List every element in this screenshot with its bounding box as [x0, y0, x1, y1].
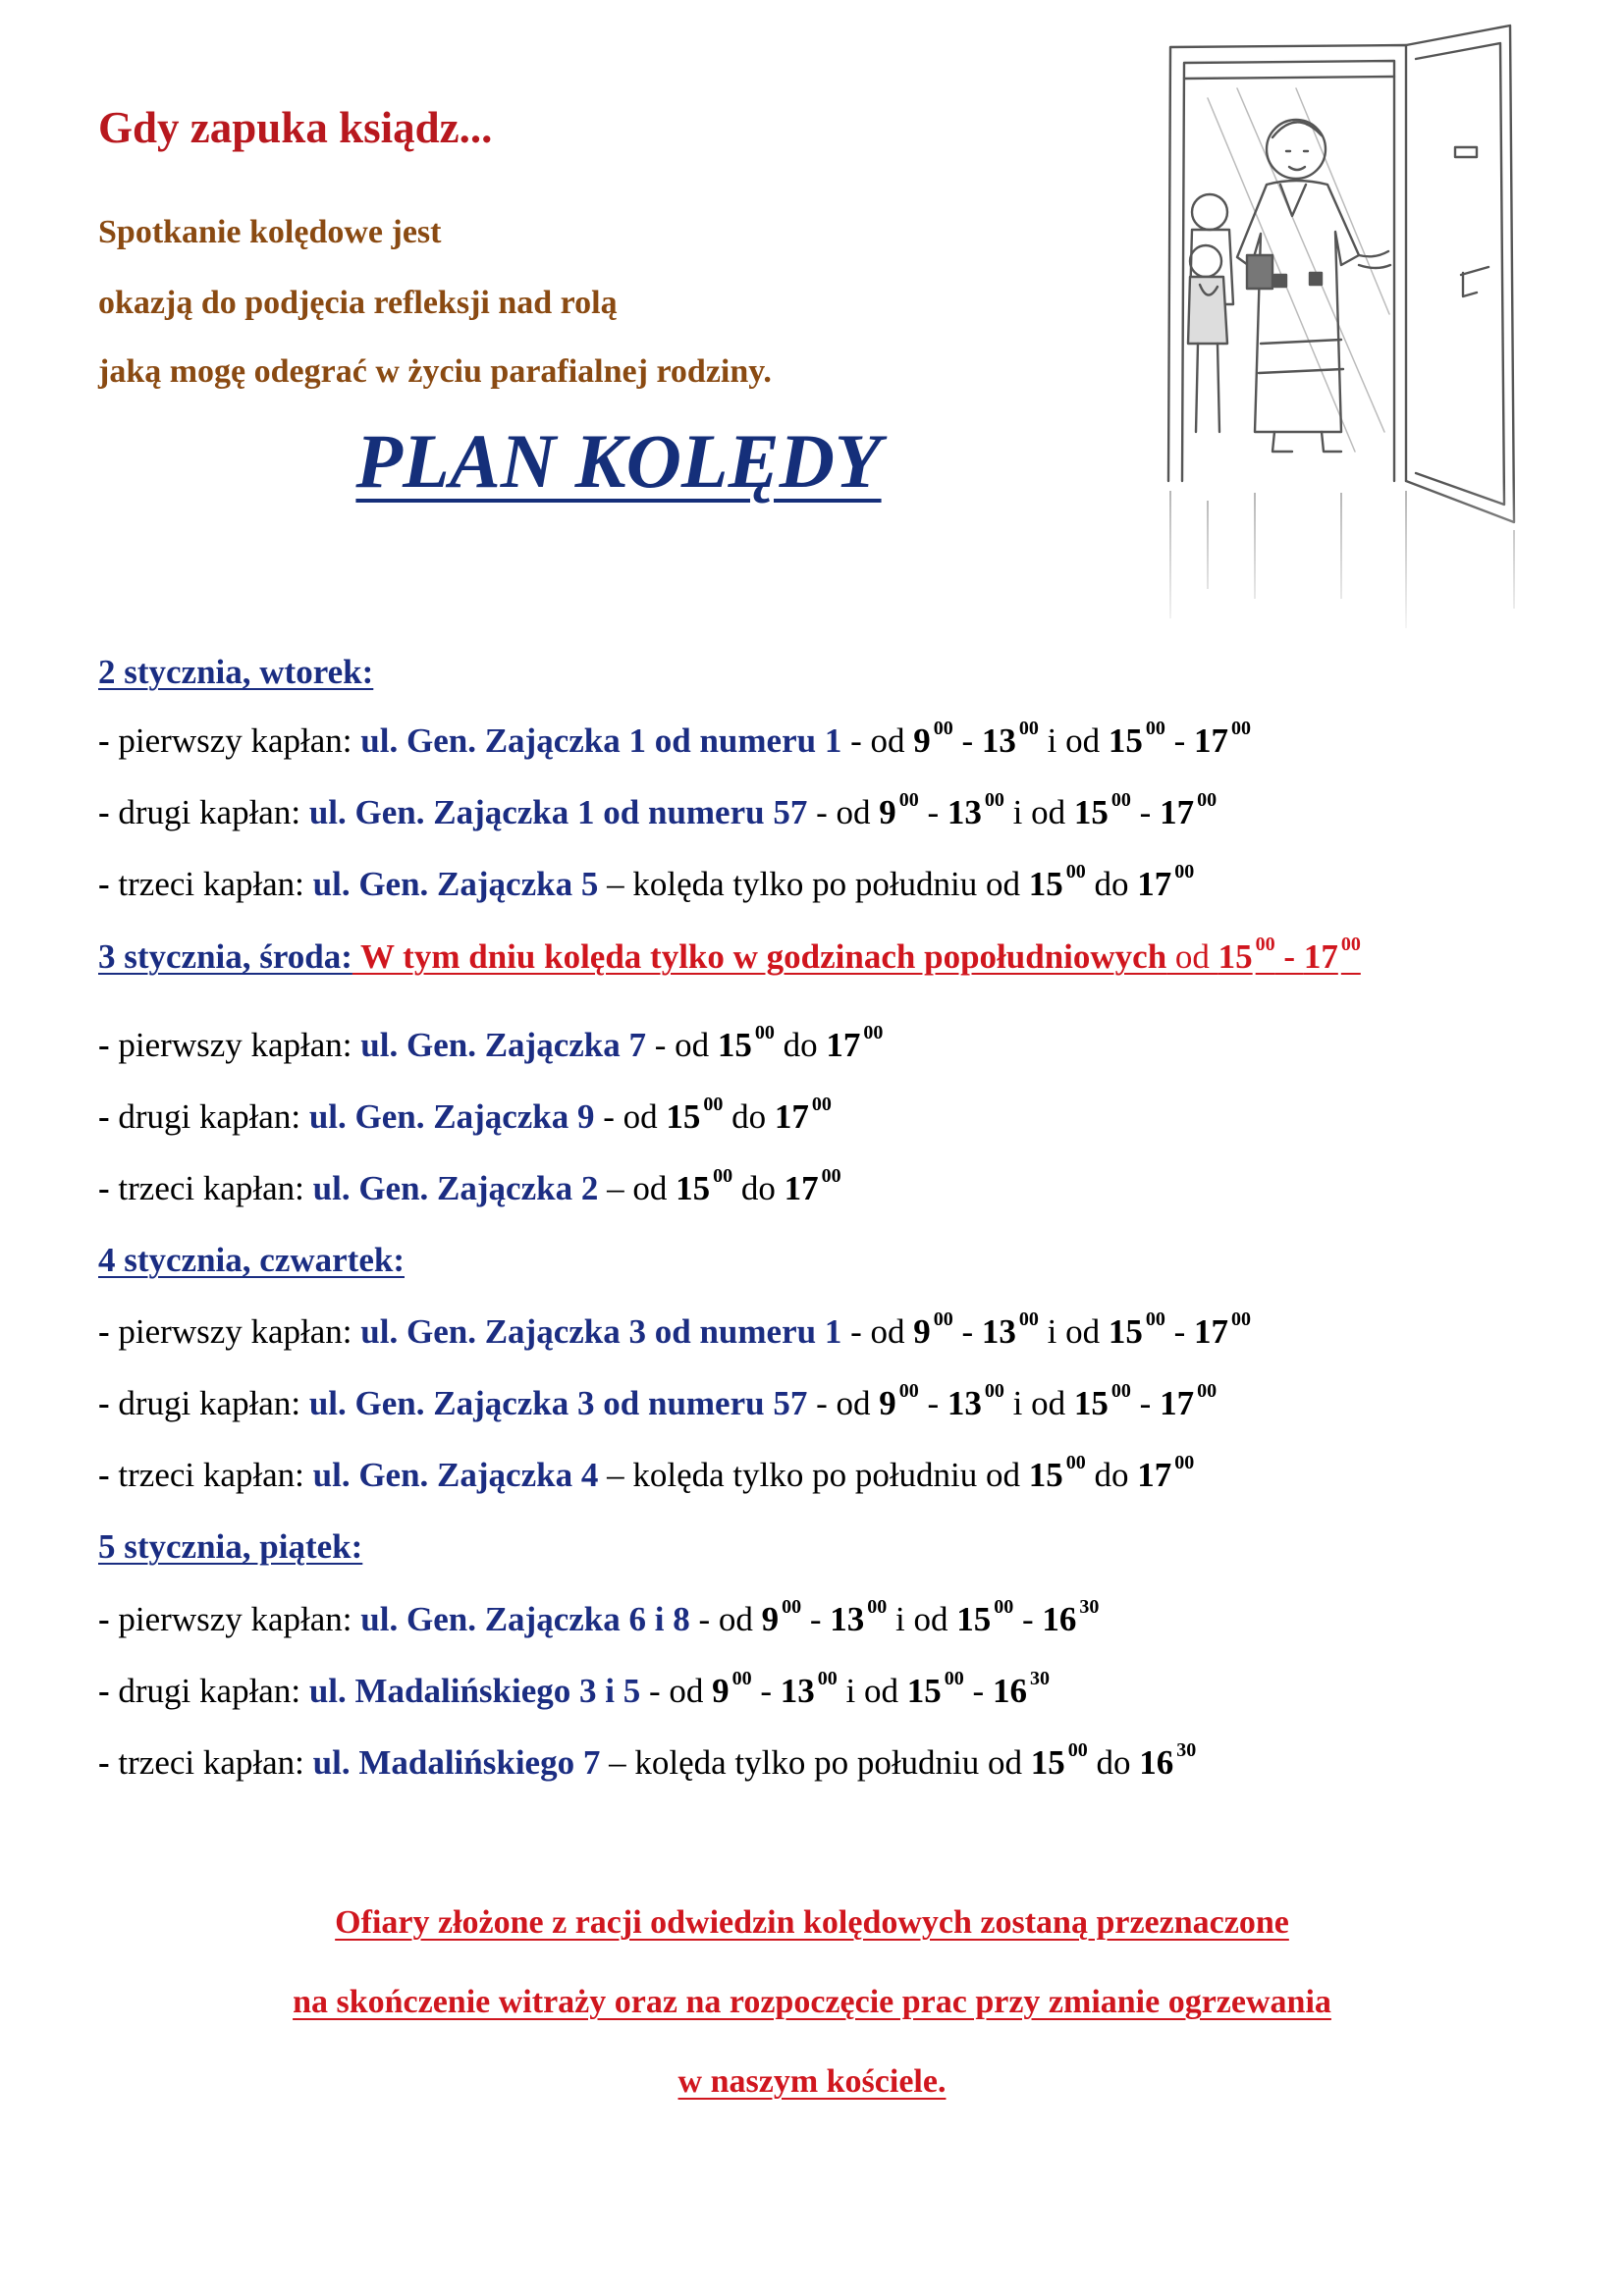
address: ul. Gen. Zajączka 2	[312, 1169, 599, 1207]
address: ul. Gen. Zajączka 5	[312, 865, 599, 903]
schedule-row: - drugi kapłan: ul. Madalińskiego 3 i 5 - od 9 $^{00}$ - 13 $^{00}$ i od 15 $^{00}$ - 16 $^{30}$	[98, 1668, 1050, 1710]
schedule-row: - pierwszy kapłan: ul. Gen. Zajączka 6 i 8 - od 9 $^{00}$ - 13 $^{00}$ i od 15 $^{00}$ - 16 $^{30}$	[98, 1596, 1100, 1638]
warning-note: W tym dniu kolęda tylko w godzinach popołudniowych od 15 $^{00}$ - 17 $^{00}$	[352, 934, 1361, 976]
address: ul. Gen. Zajączka 9	[308, 1097, 595, 1136]
schedule-row: - drugi kapłan: ul. Gen. Zajączka 3 od numeru 57 - od 9 $^{00}$ - 13 $^{00}$ i od 15 $^{00}$ - 17 $^{00}$	[98, 1380, 1218, 1422]
day-heading: 3 stycznia, środa:	[98, 937, 352, 976]
address: ul. Gen. Zajączka 3 od numeru 57	[308, 1384, 808, 1422]
schedule-row: - pierwszy kapłan: ul. Gen. Zajączka 3 od numeru 1 - od 9 $^{00}$ - 13 $^{00}$ i od 15 $^{00}$ - 17 $^{00}$	[98, 1308, 1252, 1351]
schedule-row: - pierwszy kapłan: ul. Gen. Zajączka 7 - od 15 $^{00}$ do 17 $^{00}$	[98, 1022, 884, 1064]
page-heading: Gdy zapuka ksiądz...	[98, 103, 493, 152]
plan-title: PLAN KOLĘDY	[355, 418, 882, 504]
day-heading: 5 stycznia, piątek:	[98, 1527, 363, 1566]
schedule-row: - drugi kapłan: ul. Gen. Zajączka 9 - od 15 $^{00}$ do 17 $^{00}$	[98, 1094, 832, 1136]
address: ul. Madalińskiego 7	[312, 1743, 601, 1782]
footer-line: na skończenie witraży oraz na rozpoczęcie prac przy zmianie ogrzewania	[293, 1984, 1331, 2020]
address: ul. Gen. Zajączka 6 i 8	[360, 1600, 690, 1638]
address: ul. Gen. Zajączka 1 od numeru 57	[308, 793, 808, 831]
day-heading-row	[98, 934, 1361, 977]
footer-line: w naszym kościele.	[677, 2063, 947, 2100]
address: ul. Gen. Zajączka 1 od numeru 1	[360, 721, 842, 760]
intro-line: okazją do podjęcia refleksji nad rolą	[98, 285, 618, 321]
schedule-row: - trzeci kapłan: ul. Gen. Zajączka 4 – kolęda tylko po południu od 15 $^{00}$ do 17 $^{00}$	[98, 1452, 1195, 1494]
day-heading: 2 stycznia, wtorek:	[98, 653, 374, 691]
address: ul. Gen. Zajączka 4	[312, 1456, 599, 1494]
day-heading: 4 stycznia, czwartek:	[98, 1241, 405, 1279]
intro-line: Spotkanie kolędowe jest	[98, 214, 442, 250]
footer-note	[0, 1904, 1624, 2143]
footer-line: Ofiary złożone z racji odwiedzin kolędowych zostaną przeznaczone	[335, 1904, 1289, 1941]
schedule-row: - pierwszy kapłan: ul. Gen. Zajączka 1 od numeru 1 - od 9 $^{00}$ - 13 $^{00}$ i od 15 $^{00}$ - 17 $^{00}$	[98, 718, 1252, 760]
schedule-row: - trzeci kapłan: ul. Gen. Zajączka 2 – od 15 $^{00}$ do 17 $^{00}$	[98, 1165, 841, 1207]
address: ul. Gen. Zajączka 3 od numeru 1	[360, 1312, 842, 1351]
priest-at-door-illustration	[1149, 20, 1532, 648]
schedule-row: - drugi kapłan: ul. Gen. Zajączka 1 od numeru 57 - od 9 $^{00}$ - 13 $^{00}$ i od 15 $^{00}$ - 17 $^{00}$	[98, 789, 1218, 831]
address: ul. Madalińskiego 3 i 5	[308, 1672, 641, 1710]
schedule-row: - trzeci kapłan: ul. Madalińskiego 7 – kolęda tylko po południu od 15 $^{00}$ do 16 $^{30}$	[98, 1739, 1197, 1782]
schedule-row: - trzeci kapłan: ul. Gen. Zajączka 5 – kolęda tylko po południu od 15 $^{00}$ do 17 $^{00}$	[98, 861, 1195, 903]
address: ul. Gen. Zajączka 7	[360, 1026, 646, 1064]
intro-line: jaką mogę odegrać w życiu parafialnej rodziny.	[98, 353, 772, 390]
